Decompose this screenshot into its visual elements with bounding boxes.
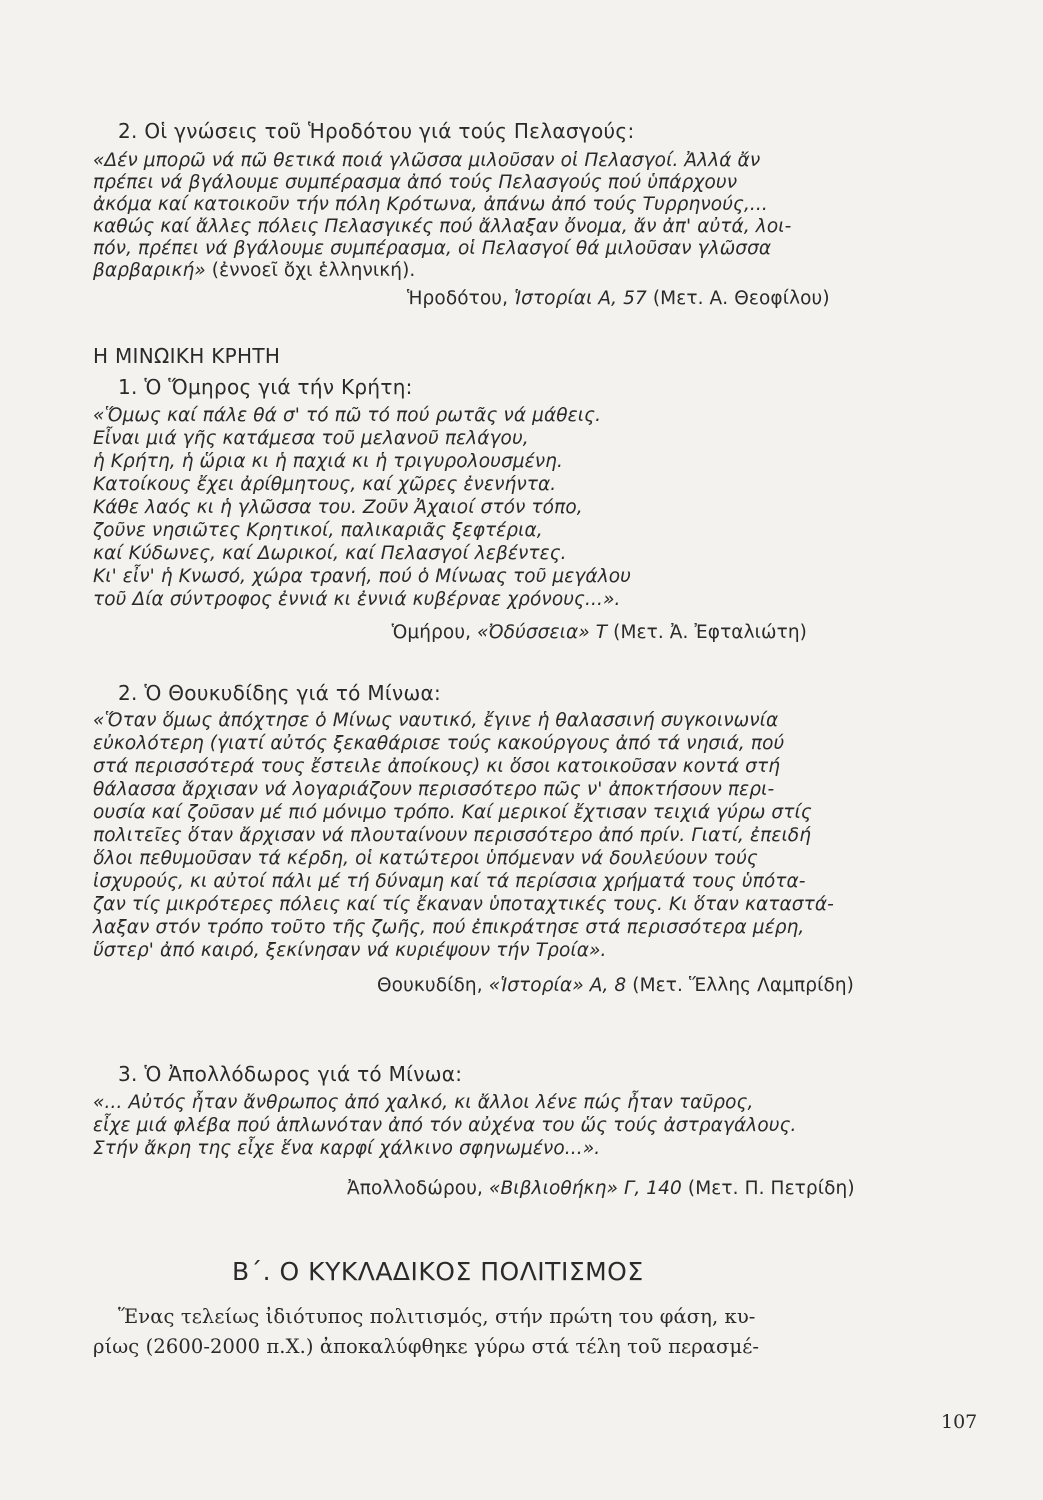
thucydides-quote-line: θάλασσα ἄρχισαν νά λογαριάζουν περισσότερο πῶς ν' ἀποκτήσουν περι- xyxy=(93,779,775,800)
cycladic-body-line: Ἕνας τελείως ἰδιότυπος πολιτισμός, στήν πρώτη του φάση, κυ- xyxy=(118,1305,756,1328)
thucydides-quote-line: εὐκολότερη (γιατί αὐτός ξεκαθάρισε τούς κακούργους ἀπό τά νησιά, πού xyxy=(93,733,785,754)
herodotus-quote-line: πόν, πρέπει νά βγάλουμε συμπέρασμα, οἱ Πελασγοί θά μιλοῦσαν γλῶσσα xyxy=(93,238,772,259)
thucydides-quote-line: ὅλοι πεθυμοῦσαν τά κέρδη, οἱ κατώτεροι ὑπόμεναν νά δουλεύουν τούς xyxy=(93,848,758,869)
homer-verse-line: τοῦ Δία σύντροφος ἐννιά κι ἐννιά κυβέρναε χρόνους...». xyxy=(93,589,621,610)
homer-verse-line: Κι' εἶν' ἡ Κνωσό, χώρα τρανή, πού ὁ Μίνωας τοῦ μεγάλου xyxy=(93,566,631,587)
thucydides-quote-line: «Ὅταν ὅμως ἀπόχτησε ὁ Μίνως ναυτικό, ἔγινε ἡ θαλασσινή συγκοινωνία xyxy=(93,710,779,731)
homer-verse-line: Κάθε λαός κι ἡ γλῶσσα του. Ζοῦν Ἀχαιοί στόν τόπο, xyxy=(93,497,583,518)
thucydides-heading: 2. Ὁ Θουκυδίδης γιά τό Μίνωα: xyxy=(118,681,442,705)
herodotus-quote-line: καθώς καί ἄλλες πόλεις Πελασγικές πού ἄλλαξαν ὄνομα, ἄν ἀπ' αὐτά, λοι- xyxy=(93,216,792,237)
source-work: «Ὀδύσσεια» Τ xyxy=(477,622,608,643)
thucydides-quote-line: ἰσχυρούς, κι αὐτοί πάλι μέ τή δύναμη καί τά περίσσια χρήματά τους ὑπότα- xyxy=(93,871,806,892)
apollodorus-quote-line: «... Αὐτός ἦταν ἄνθρωπος ἀπό χαλκό, κι ἄλλοι λένε πώς ἦταν ταῦρος, xyxy=(93,1092,754,1113)
source-translator: (Μετ. Ἀ. Ἐφταλιώτη) xyxy=(607,622,807,643)
page-number: 107 xyxy=(941,1411,978,1433)
homer-verse-line: Κατοίκους ἔχει ἀρίθμητους, καί χῶρες ἐνενήντα. xyxy=(93,474,557,495)
source-work: «Βιβλιοθήκη» Γ, 140 xyxy=(488,1178,682,1199)
source-translator: (Μετ. Ἕλλης Λαμπρίδη) xyxy=(626,975,855,996)
homer-verse-line: καί Κύδωνες, καί Δωρικοί, καί Πελασγοί λεβέντες. xyxy=(93,543,567,564)
homer-verse-line: ζοῦνε νησιῶτες Κρητικοί, παλικαριᾶς ξεφτέρια, xyxy=(93,520,543,541)
homer-source xyxy=(387,622,807,644)
herodotus-quote-line: «Δέν μπορῶ νά πῶ θετικά ποιά γλῶσσα μιλοῦσαν οἱ Πελασγοί. Ἀλλά ἄν xyxy=(93,150,761,171)
herodotus-quote-line: ἀκόμα καί κατοικοῦν τήν πόλη Κρότωνα, ἀπάνω ἀπό τούς Τυρρηνούς,... xyxy=(93,194,768,215)
thucydides-source xyxy=(377,975,855,997)
source-author: Ὁμήρου, xyxy=(391,622,478,643)
homer-verse-line: ἡ Κρήτη, ἡ ὥρια κι ἡ παχιά κι ἡ τριγυρολουσμένη. xyxy=(93,451,563,472)
minoan-crete-title: Η ΜΙΝΩΙΚΗ ΚΡΗΤΗ xyxy=(93,344,281,368)
source-work: Ἱστορίαι Α, 57 xyxy=(514,288,647,309)
herodotus-source xyxy=(407,288,830,310)
herodotus-heading: 2. Οἱ γνώσεις τοῦ Ἡροδότου γιά τούς Πελασγούς: xyxy=(118,119,635,143)
herodotus-quote-italic: βαρβαρική» xyxy=(93,260,206,281)
thucydides-quote-line: ζαν τίς μικρότερες πόλεις καί τίς ἔκαναν ὑποταχτικές τους. Κι ὅταν καταστά- xyxy=(93,894,834,915)
source-translator: (Μετ. Α. Θεοφίλου) xyxy=(646,288,830,309)
cycladic-body-line: ρίως (2600-2000 π.Χ.) ἀποκαλύφθηκε γύρω στά τέλη τοῦ περασμέ- xyxy=(93,1335,760,1358)
thucydides-quote-line: στά περισσότερά τους ἔστειλε ἀποίκους) κι ὅσοι κατοικοῦσαν κοντά στή xyxy=(93,756,781,777)
thucydides-quote-line: πολιτεῖες ὅταν ἄρχισαν νά πλουταίνουν περισσότερο ἀπό πρίν. Γιατί, ἐπειδή xyxy=(93,825,812,846)
herodotus-quote-line: πρέπει νά βγάλουμε συμπέρασμα ἀπό τούς Πελασγούς πού ὑπάρχουν xyxy=(93,172,738,193)
apollodorus-heading: 3. Ὁ Ἀπολλόδωρος γιά τό Μίνωα: xyxy=(118,1062,463,1086)
herodotus-quote-last-line xyxy=(93,260,415,282)
source-author: Θουκυδίδη, xyxy=(377,975,489,996)
apollodorus-source xyxy=(347,1178,855,1200)
homer-verse-line: «Ὅμως καί πάλε θά σ' τό πῶ τό πού ρωτᾶς νά μάθεις. xyxy=(93,405,602,426)
thucydides-quote-line: λαξαν στόν τρόπο τοῦτο τῆς ζωῆς, πού ἐπικράτησε στά περισσότερα μέρη, xyxy=(93,917,805,938)
cycladic-title: Β΄. Ο ΚΥΚΛΑΔΙΚΟΣ ΠΟΛΙΤΙΣΜΟΣ xyxy=(232,1257,644,1286)
source-author: Ἡροδότου, xyxy=(407,288,515,309)
source-work: «Ἱστορία» Α, 8 xyxy=(488,975,627,996)
herodotus-quote-note: (ἐννοεῖ ὄχι ἑλληνική). xyxy=(205,260,416,281)
thucydides-quote-line: ὕστερ' ἀπό καιρό, ξεκίνησαν νά κυριέψουν τήν Τροία». xyxy=(93,940,607,961)
homer-verse-line: Εἶναι μιά γῆς κατάμεσα τοῦ μελανοῦ πελάγου, xyxy=(93,428,529,449)
thucydides-quote-line: ουσία καί ζοῦσαν μέ πιό μόνιμο τρόπο. Καί μερικοί ἔχτισαν τειχιά γύρω στίς xyxy=(93,802,812,823)
apollodorus-quote-line: εἶχε μιά φλέβα πού ἁπλωνόταν ἀπό τόν αὐχένα του ὥς τούς ἀστραγάλους. xyxy=(93,1115,797,1136)
homer-heading: 1. Ὁ Ὅμηρος γιά τήν Κρήτη: xyxy=(118,375,413,399)
source-translator: (Μετ. Π. Πετρίδη) xyxy=(681,1178,855,1199)
apollodorus-quote-line: Στήν ἄκρη της εἶχε ἕνα καρφί χάλκινο σφηνωμένο...». xyxy=(93,1138,601,1159)
source-author: Ἀπολλοδώρου, xyxy=(347,1178,489,1199)
